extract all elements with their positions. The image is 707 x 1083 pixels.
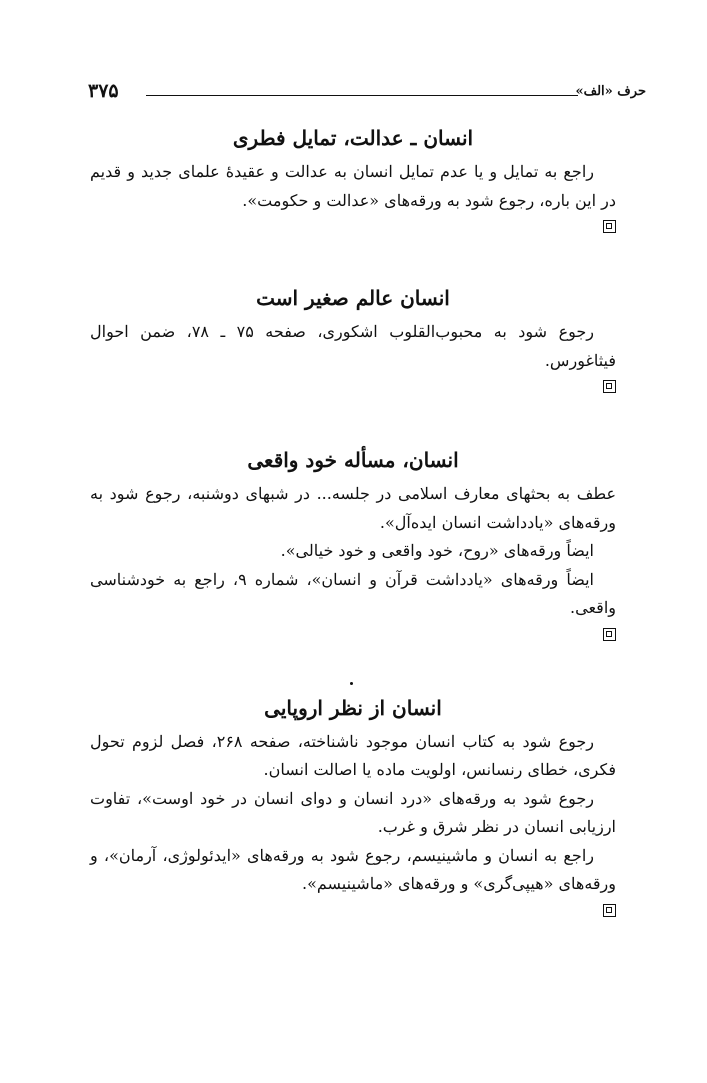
entry-microcosm bbox=[90, 278, 616, 400]
end-mark-wrap bbox=[90, 904, 616, 924]
entry-title: انسان، مسأله خود واقعی bbox=[247, 448, 459, 472]
header-rule bbox=[146, 95, 578, 96]
page-number: ۳۷۵ bbox=[88, 80, 119, 102]
end-mark-wrap bbox=[90, 220, 616, 240]
entry-justice-innate-tendency bbox=[90, 118, 616, 240]
page-content bbox=[90, 118, 616, 924]
end-mark-wrap bbox=[90, 628, 616, 648]
entry-paragraph: ایضاً ورقه‌های «یادداشت قرآن و انسان»، شماره ۹، راجع به خودشناسی واقعی. bbox=[90, 569, 616, 617]
entry-paragraph: راجع به انسان و ماشینیسم، رجوع شود به ورقه‌های «ایدئولوژی، آرمان»، و ورقه‌های «هیپی‌گری» و ورقه‌های «ماشینیسم». bbox=[90, 845, 616, 893]
stray-dot bbox=[350, 682, 353, 685]
section-end-icon bbox=[603, 220, 616, 233]
entry-paragraph: راجع به تمایل و یا عدم تمایل انسان به عدالت و عقیدهٔ علمای جدید و قدیم در این باره، رجوع شود به ورقه‌های «عدالت و حکومت». bbox=[90, 162, 616, 210]
section-end-icon bbox=[603, 380, 616, 393]
entry-title: انسان از نظر اروپایی bbox=[264, 695, 442, 720]
page-header bbox=[88, 82, 646, 106]
entry-paragraph: ایضاً ورقه‌های «روح، خود واقعی و خود خیالی». bbox=[280, 541, 594, 560]
entry-paragraph: رجوع شود به محبوب‌القلوب اشکوری، صفحه ۷۵ ـ ۷۸، ضمن احوال فیثاغورس. bbox=[90, 322, 616, 370]
section-end-icon bbox=[603, 904, 616, 917]
end-mark-wrap bbox=[90, 380, 616, 400]
entry-title: انسان عالم صغیر است bbox=[256, 286, 450, 310]
entry-paragraph: عطف به بحثهای معارف اسلامی در جلسه... در شبهای دوشنبه، رجوع شود به ورقه‌های «یادداشت انسان ایده‌آل». bbox=[90, 484, 616, 532]
entry-paragraph: رجوع شود به ورقه‌های «درد انسان و دوای انسان در خود اوست»، تفاوت ارزیابی انسان در نظر شرق و غرب. bbox=[90, 788, 616, 836]
entry-title: انسان ـ عدالت، تمایل فطری bbox=[232, 126, 474, 150]
running-head: حرف «الف» bbox=[575, 84, 646, 99]
section-end-icon bbox=[603, 628, 616, 641]
entry-true-self bbox=[90, 440, 616, 648]
entry-european-view bbox=[90, 688, 616, 924]
entry-paragraph: رجوع شود به کتاب انسان موجود ناشناخته، صفحه ۲۶۸، فصل لزوم تحول فکری، خطای رنسانس، اولویت ماده یا اصالت انسان. bbox=[90, 731, 616, 779]
